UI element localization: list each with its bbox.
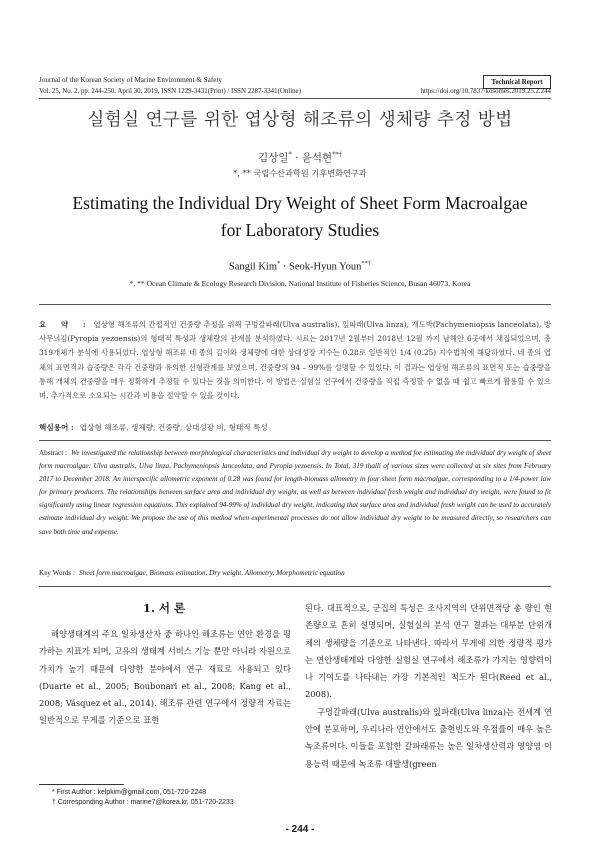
intro-paragraph-2: 구멍갈파래(Ulva australis)와 잎파래(Ulva linza)는 전세계 연안에 분포하며, 우리나라 연안에서도 출현빈도와 우점률이 매우 높은 녹조류이다. 이들을 포함한 갈파래류는 높은 일차생산력과 영양염 이용능력 때문에 녹조류 대발생(green [305, 706, 552, 769]
author-1-ko: 김상일 [258, 152, 289, 164]
header-rule [39, 98, 551, 99]
author-separator-ko: · [291, 152, 302, 164]
abstract-english [39, 447, 551, 539]
keywords-english-text: Sheet form macroalgae, Biomass estimation, Dry weight, Allometry, Morphometric equation [79, 569, 345, 577]
title-korean: 실험실 연구를 위한 엽상형 해조류의 생체량 추정 방법 [87, 110, 513, 130]
keywords-english [39, 569, 551, 577]
title-english-line-2: for Laboratory Studies [220, 220, 380, 240]
abstract-english-text: We investigated the relationship between morphological characteristics and individual dry weight to develop a method for estimating the individual dry weight of sheet form macroalgae: Ulva australis, Ulva linza, Pachymeniopsis lanceolata, and Pyropia yezoensis. In Total, 319 thalli of various sizes were collected at six sites from February 2017 to December 2018. An interspecific allometric exponent of 0.28 was found for length-biomass allometry in four sheet form macroalgae, corresponding to a 1/4-power law for primary producers. The relationships between surface area and individual dry weight, as well as between individual fresh weight and individual dry weight, were found to fit significantly using linear regression equations. This explained 94-99% of individual dry weight, indicating that surface area and individual fresh weight can be used to accurately estimate individual dry weight. We propose the use of this method when experimental processes do not allow individual dry weight to be measured directly, so researchers can save both time and expense. [39, 449, 551, 536]
intro-left-column [39, 626, 291, 730]
author-1-ko-mark: * [288, 150, 292, 159]
keywords-english-label: Key Words : [39, 569, 76, 577]
affiliation-korean: *, ** 국립수산과학원 기후변화연구과 [233, 168, 367, 178]
author-2-en-mark: **† [361, 260, 372, 267]
authors-english [0, 260, 600, 273]
author-2-ko: 윤석현 [301, 152, 333, 164]
author-1-en-mark: * [277, 260, 281, 267]
abstract-divider-rule [39, 440, 551, 441]
author-1-en: Sangil Kim [228, 261, 278, 273]
footnote-corresponding-author: † Corresponding Author : marine7@korea.kr, 051-720-2233 [52, 799, 234, 806]
title-english [0, 190, 600, 244]
abstract-english-label: Abstract : [39, 449, 68, 457]
authors-korean [0, 150, 600, 165]
abstract-korean [39, 318, 551, 403]
section-1-heading: 1. 서 론 [142, 601, 186, 615]
volume-info: Vol. 25, No. 2, pp. 244-250, April 30, 2019, ISSN 1229-3431(Print) / ISSN 2287-3341(Online) [39, 88, 301, 95]
author-2-en: Seok-Hyun Youn [289, 261, 362, 273]
abstract-korean-text: 엽상형 해조류의 간접적인 건중량 추정을 위해 구멍갈파래(Ulva australis), 잎파래(Ulva linza), 개도박(Pachymeniopsis lanceolata), 방사무늬김(Pyropia yezoensis)의 형태적 특성과 생체량의 관계를 분석하였다. 시료는 2017년 2월부터 2018년 12월 까지 남해안 6곳에서 채집되었으며, 총 319개체가 분석에 사용되었다. 엽상형 해조류 네 종의 길이와 생체량에 대한 상대성장 지수는 0.28로 일반적인 1/4 (0.25) 지수법칙에 해당하였다. 네 종의 엽체의 표면적과 습중량은 각각 건중량과 유의한 선형관계를 보였으며, 건중량의 94 – 99%를 설명할 수 있었다. 이 결과는 엽상형 해조류의 표면적 또는 습중량을 통해 개체의 건중량을 매우 정확하게 추정할 수 있다는 것을 의미한다. 이 방법은 실험실 연구에서 건중량을 직접 측정할 수 없을 때 쉽고 빠르게 활용할 수 있으며, 추가적으로 소요되는 시간과 비용을 절약할 수 있을 것이다. [39, 320, 551, 401]
keywords-korean [39, 422, 551, 433]
keywords-korean-label: 핵심용어 : [39, 423, 74, 432]
abstract-top-rule [39, 304, 551, 305]
page-number: - 244 - [285, 824, 315, 835]
intro-right-column [305, 600, 552, 773]
abstract-korean-label: 요 약 : [39, 320, 92, 329]
author-separator-en: · [280, 261, 290, 273]
footnote-first-author: * First Author : kelpkim@gmail.com, 051-720-2248 [52, 789, 207, 796]
abstract-bottom-rule [39, 586, 551, 587]
keywords-korean-text: 엽상형 해조류, 생체량, 건중량, 상대성장 비, 형태적 특성 [79, 423, 268, 432]
intro-paragraph-1: 해양생태계의 주요 일차생산자 중 하나인 해조류는 연안 환경을 평가하는 지표가 되며, 고유의 생태계 서비스 기능 뿐만 아니라 자원으로 가치가 높기 때문에 다양한 분야에서 연구 재료로 사용되고 있다(Duarte et al., 2005; Boubonari et al., 2008; Kang et al., 2008; Vásquez et al., 2014). 해조류 관련 연구에서 정량적 자료는 일반적으로 무게를 기준으로 표현 [39, 629, 291, 726]
article-type-badge: Technical Report [483, 75, 551, 89]
doi-link[interactable]: https://doi.org/10.7837/kosomes.2019.25.2.244 [420, 88, 551, 95]
author-2-ko-mark: **† [332, 150, 342, 159]
journal-name: Journal of the Korean Society of Marine Environment & Safety [39, 76, 223, 84]
intro-paragraph-1-continued: 된다. 대표적으로, 군집의 특성은 조사지역의 단위면적당 총 량인 현존량으로 흔히 설명되며, 실험실의 분석 연구 결과는 대부분 단위개체의 생체량을 기준으로 나타낸다. 따라서 무게에 의한 정량적 평가는 연안생태계와 다양한 실험실 연구에서 해조류가 가지는 영향력이나 기여도를 나타내는 가장 기본적인 척도가 된다(Reed et al., 2008). [305, 603, 552, 700]
footnote-rule [39, 784, 124, 785]
title-english-line-1: Estimating the Individual Dry Weight of Sheet Form Macroalgae [72, 193, 528, 213]
affiliation-english: *, ** Ocean Climate & Ecology Research Division, National Institute of Fisheries Science, Busan 46073, Korea [129, 279, 471, 288]
